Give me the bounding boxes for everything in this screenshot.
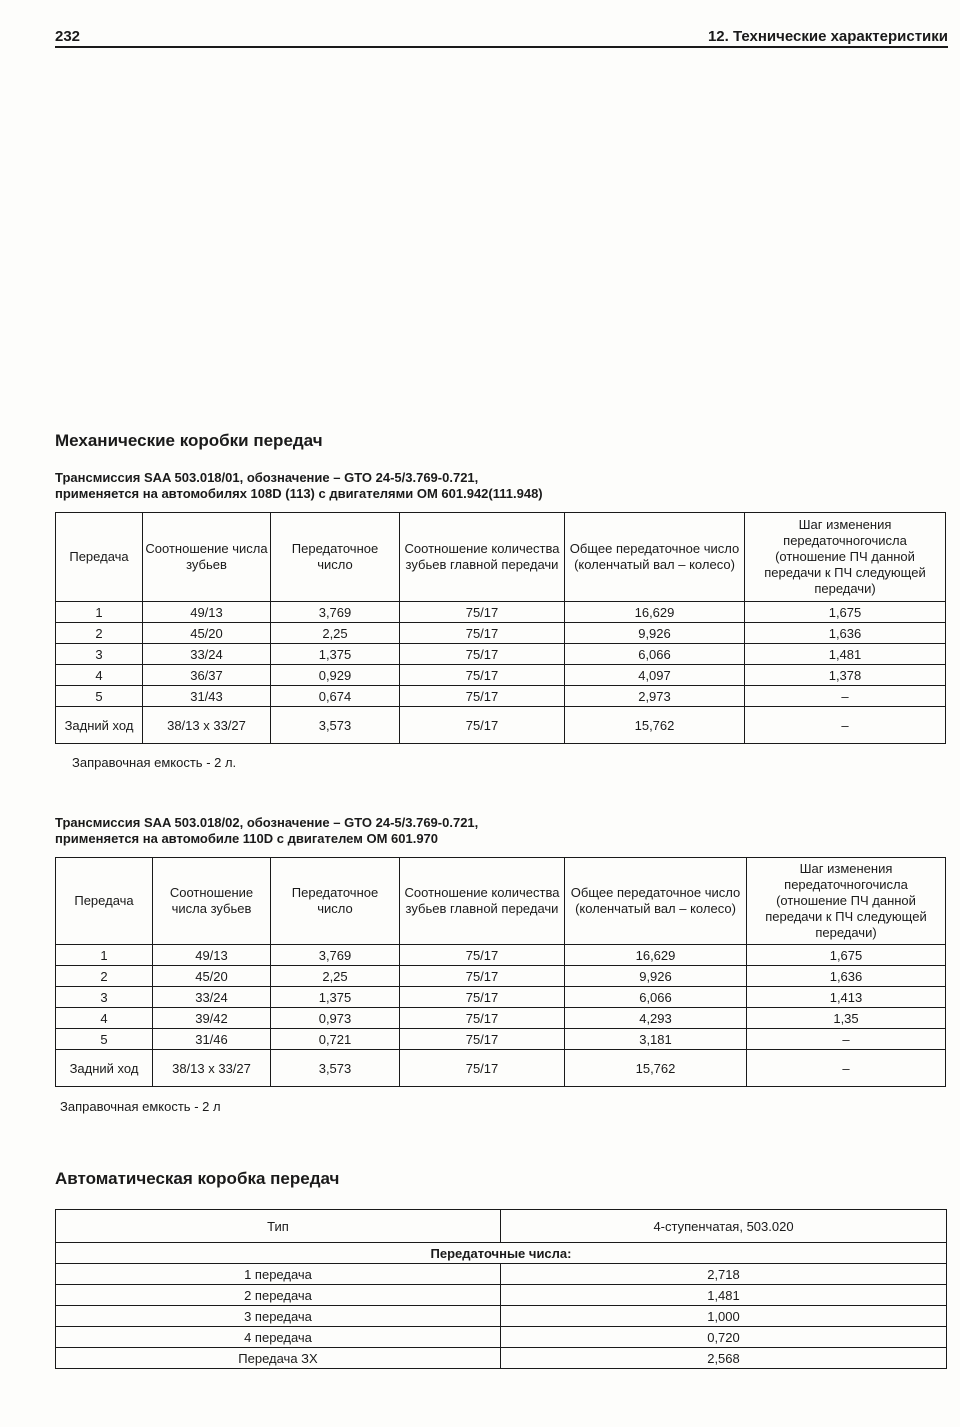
table-row bbox=[56, 1348, 947, 1369]
trans2-capacity-note: Заправочная емкость - 2 л bbox=[60, 1099, 221, 1114]
cell: 0,720 bbox=[501, 1327, 947, 1348]
page-number: 232 bbox=[55, 28, 81, 45]
col-total-ratio: Общее передаточное число (коленчатый вал – колесо) bbox=[565, 858, 747, 945]
trans1-table bbox=[55, 512, 946, 744]
cell: 45/20 bbox=[153, 966, 271, 987]
cell: 4 передача bbox=[56, 1327, 501, 1348]
ratios-heading: Передаточные числа: bbox=[56, 1243, 947, 1264]
table-row bbox=[56, 686, 946, 707]
col-total-ratio: Общее передаточное число (коленчатый вал – колесо) bbox=[565, 513, 745, 602]
cell: 45/20 bbox=[143, 623, 271, 644]
cell: 2,973 bbox=[565, 686, 745, 707]
table-row bbox=[56, 644, 946, 665]
chapter-title: 12. Технические характеристики bbox=[707, 28, 948, 45]
trans1-caption bbox=[55, 470, 543, 502]
table-row bbox=[56, 602, 946, 623]
cell: 15,762 bbox=[565, 707, 745, 744]
cell: 1,378 bbox=[745, 665, 946, 686]
trans2-caption bbox=[55, 815, 478, 847]
cell: 33/24 bbox=[153, 987, 271, 1008]
cell: 1,675 bbox=[745, 602, 946, 623]
cell: 75/17 bbox=[400, 686, 565, 707]
cell: 1,375 bbox=[271, 987, 400, 1008]
cell: 0,721 bbox=[271, 1029, 400, 1050]
cell: – bbox=[747, 1050, 946, 1087]
auto-section-title: Автоматическая коробка передач bbox=[55, 1169, 340, 1188]
table-row bbox=[56, 1029, 946, 1050]
cell: 16,629 bbox=[565, 945, 747, 966]
table-row bbox=[56, 966, 946, 987]
cell: 1,000 bbox=[501, 1306, 947, 1327]
table-header-row bbox=[56, 858, 946, 945]
cell: 2,568 bbox=[501, 1348, 947, 1369]
cell: Задний ход bbox=[56, 707, 143, 744]
cell: 2,718 bbox=[501, 1264, 947, 1285]
cell: – bbox=[745, 707, 946, 744]
table-row bbox=[56, 945, 946, 966]
trans1-caption-line2: применяется на автомобилях 108D (113) с двигателями ОМ 601.942(111.948) bbox=[55, 486, 543, 501]
cell: 75/17 bbox=[400, 945, 565, 966]
cell: 38/13 x 33/27 bbox=[153, 1050, 271, 1087]
page-header bbox=[55, 28, 948, 48]
cell: 1,636 bbox=[745, 623, 946, 644]
cell: 31/46 bbox=[153, 1029, 271, 1050]
cell: 75/17 bbox=[400, 966, 565, 987]
table-row bbox=[56, 1050, 946, 1087]
cell: 1,481 bbox=[745, 644, 946, 665]
cell: 9,926 bbox=[565, 966, 747, 987]
cell: 3 bbox=[56, 644, 143, 665]
cell: 75/17 bbox=[400, 623, 565, 644]
type-label: Тип bbox=[56, 1210, 501, 1243]
cell: 0,973 bbox=[271, 1008, 400, 1029]
cell: 2 bbox=[56, 623, 143, 644]
col-main-gear-teeth: Соотношение количества зубьев главной передачи bbox=[400, 513, 565, 602]
cell: 3,769 bbox=[271, 945, 400, 966]
cell: 75/17 bbox=[400, 987, 565, 1008]
cell: 6,066 bbox=[565, 644, 745, 665]
trans2-table bbox=[55, 857, 946, 1087]
col-main-gear-teeth: Соотношение количества зубьев главной передачи bbox=[400, 858, 565, 945]
cell: 0,929 bbox=[271, 665, 400, 686]
cell: 2,25 bbox=[271, 623, 400, 644]
trans1-capacity-note: Заправочная емкость - 2 л. bbox=[72, 755, 237, 770]
cell: 4 bbox=[56, 665, 143, 686]
cell: 3,769 bbox=[271, 602, 400, 623]
col-gear-ratio: Передаточное число bbox=[271, 858, 400, 945]
cell: 75/17 bbox=[400, 707, 565, 744]
table-header-row bbox=[56, 513, 946, 602]
cell: 15,762 bbox=[565, 1050, 747, 1087]
table-row bbox=[56, 707, 946, 744]
cell: – bbox=[745, 686, 946, 707]
cell: 75/17 bbox=[400, 1029, 565, 1050]
col-ratio-step: Шаг изменения передаточногочисла (отношение ПЧ данной передачи к ПЧ следующей передачи) bbox=[745, 513, 946, 602]
cell: 3,573 bbox=[271, 707, 400, 744]
cell: 1,35 bbox=[747, 1008, 946, 1029]
table-row bbox=[56, 665, 946, 686]
cell: 1 передача bbox=[56, 1264, 501, 1285]
cell: – bbox=[747, 1029, 946, 1050]
cell: 9,926 bbox=[565, 623, 745, 644]
table-row bbox=[56, 987, 946, 1008]
col-teeth-ratio: Соотношение числа зубьев bbox=[143, 513, 271, 602]
cell: 3 передача bbox=[56, 1306, 501, 1327]
trans1-caption-line1: Трансмиссия SAA 503.018/01, обозначение – GTO 24-5/3.769-0.721, bbox=[55, 470, 479, 485]
trans2-caption-line1: Трансмиссия SAA 503.018/02, обозначение – GTO 24-5/3.769-0.721, bbox=[55, 815, 479, 830]
cell: 1,375 bbox=[271, 644, 400, 665]
cell: 5 bbox=[56, 1029, 153, 1050]
cell: 75/17 bbox=[400, 1008, 565, 1029]
cell: 4,293 bbox=[565, 1008, 747, 1029]
cell: 3,181 bbox=[565, 1029, 747, 1050]
col-ratio-step: Шаг изменения передаточногочисла (отношение ПЧ данной передачи к ПЧ следующей передачи) bbox=[747, 858, 946, 945]
col-gear-ratio: Передаточное число bbox=[271, 513, 400, 602]
cell: 16,629 bbox=[565, 602, 745, 623]
table-row bbox=[56, 1306, 947, 1327]
cell: 6,066 bbox=[565, 987, 747, 1008]
manual-section-title: Механические коробки передач bbox=[55, 431, 323, 450]
cell: 31/43 bbox=[143, 686, 271, 707]
col-gear: Передача bbox=[56, 858, 153, 945]
cell: 49/13 bbox=[153, 945, 271, 966]
cell: 1 bbox=[56, 945, 153, 966]
table-row bbox=[56, 1327, 947, 1348]
table-row bbox=[56, 1264, 947, 1285]
cell: 3 bbox=[56, 987, 153, 1008]
cell: 75/17 bbox=[400, 1050, 565, 1087]
col-gear: Передача bbox=[56, 513, 143, 602]
cell: 36/37 bbox=[143, 665, 271, 686]
trans2-caption-line2: применяется на автомобиле 110D с двигателем ОМ 601.970 bbox=[55, 831, 439, 846]
cell: Передача ЗХ bbox=[56, 1348, 501, 1369]
cell: 75/17 bbox=[400, 644, 565, 665]
cell: 75/17 bbox=[400, 665, 565, 686]
type-value: 4-ступенчатая, 503.020 bbox=[501, 1210, 947, 1243]
cell: 75/17 bbox=[400, 602, 565, 623]
table-row bbox=[56, 1008, 946, 1029]
cell: 1,636 bbox=[747, 966, 946, 987]
cell: 33/24 bbox=[143, 644, 271, 665]
cell: 38/13 x 33/27 bbox=[143, 707, 271, 744]
cell: 4 bbox=[56, 1008, 153, 1029]
cell: 1,675 bbox=[747, 945, 946, 966]
cell: 39/42 bbox=[153, 1008, 271, 1029]
auto-table bbox=[55, 1209, 947, 1369]
cell: 2,25 bbox=[271, 966, 400, 987]
cell: 4,097 bbox=[565, 665, 745, 686]
cell: Задний ход bbox=[56, 1050, 153, 1087]
cell: 0,674 bbox=[271, 686, 400, 707]
cell: 2 передача bbox=[56, 1285, 501, 1306]
cell: 1 bbox=[56, 602, 143, 623]
table-row bbox=[56, 1210, 947, 1243]
cell: 1,413 bbox=[747, 987, 946, 1008]
col-teeth-ratio: Соотношение числа зубьев bbox=[153, 858, 271, 945]
cell: 49/13 bbox=[143, 602, 271, 623]
cell: 5 bbox=[56, 686, 143, 707]
table-row bbox=[56, 1285, 947, 1306]
cell: 3,573 bbox=[271, 1050, 400, 1087]
table-row bbox=[56, 623, 946, 644]
cell: 1,481 bbox=[501, 1285, 947, 1306]
cell: 2 bbox=[56, 966, 153, 987]
table-row bbox=[56, 1243, 947, 1264]
